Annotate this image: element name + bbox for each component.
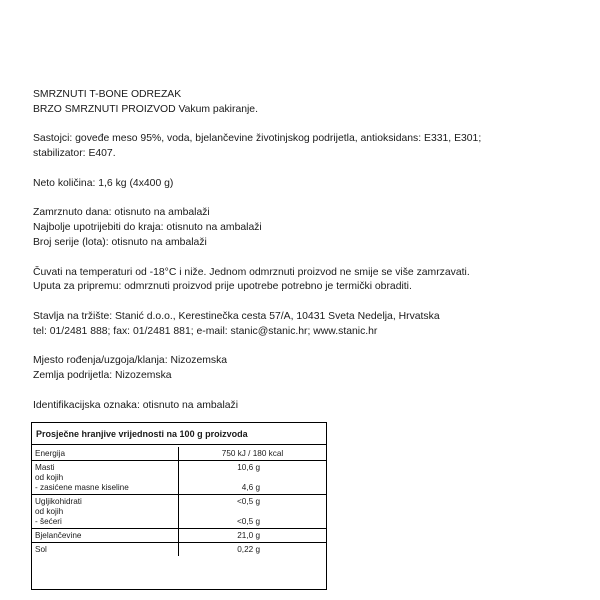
salt-value: 0,22 g (237, 545, 260, 554)
nutrition-row-fat (32, 461, 326, 495)
energy-value: 750 kJ / 180 kcal (221, 449, 284, 458)
nutrition-row-energy (32, 447, 326, 461)
distributor-address: Stavlja na tržište: Stanić d.o.o., Kerestinečka cesta 57/A, 10431 Sveta Nedelja, Hrvatska (33, 310, 440, 322)
fat-label: Masti (35, 463, 55, 472)
batch-number: Broj serije (lota): otisnuto na ambalaži (33, 236, 207, 248)
saturated-fat-value: 4,6 g (241, 483, 260, 492)
frozen-date: Zamrznuto dana: otisnuto na ambalaži (33, 207, 210, 219)
nutrition-row-carbs (32, 495, 326, 529)
protein-value: 21,0 g (237, 531, 260, 540)
sugars-value: <0,5 g (237, 517, 260, 526)
sugars-label: - šećeri (35, 517, 62, 526)
nutrition-row-salt (32, 543, 326, 556)
origin-country: Zemlja podrijetla: Nizozemska (33, 370, 172, 382)
saturated-fat-label: - zasićene masne kiseline (35, 483, 129, 492)
label-document (33, 88, 573, 414)
distributor-contact: tel: 01/2481 888; fax: 01/2481 881; e-mail: stanic@stanic.hr; www.stanic.hr (33, 325, 378, 337)
nutrition-table (31, 422, 327, 590)
ingredients-line-2: stabilizator: E407. (33, 148, 116, 160)
protein-label: Bjelančevine (32, 529, 179, 542)
salt-label: Sol (32, 543, 179, 556)
identification-mark: Identifikacijska oznaka: otisnuto na ambalaži (33, 399, 239, 411)
product-title: SMRZNUTI T-BONE ODREZAK (33, 89, 182, 100)
energy-label: Energija (32, 447, 179, 460)
ingredients-line-1: Sastojci: goveđe meso 95%, voda, bjelančevine životinjskog podrijetla, antioksidans: E331, E301; (33, 133, 482, 145)
fat-sub-of-which: od kojih (35, 473, 64, 482)
net-quantity: Neto količina: 1,6 kg (4x400 g) (33, 177, 174, 189)
carbs-value: <0,5 g (237, 497, 260, 506)
nutrition-title: Prosječne hranjive vrijednosti na 100 g proizvoda (32, 423, 326, 445)
product-subtitle: BRZO SMRZNUTI PROIZVOD Vakum pakiranje. (33, 103, 258, 115)
fat-value: 10,6 g (237, 463, 260, 472)
carbs-label: Ugljikohidrati (35, 497, 82, 506)
origin-birth: Mjesto rođenja/uzgoja/klanja: Nizozemska (33, 355, 228, 367)
carbs-sub-of-which: od kojih (35, 507, 64, 516)
preparation-instructions: Uputa za pripremu: odmrznuti proizvod prije upotrebe potrebno je termički obraditi. (33, 281, 412, 293)
storage-instructions: Čuvati na temperaturi od -18°C i niže. Jednom odmrznuti proizvod ne smije se više zamrzavati. (33, 266, 470, 278)
best-before: Najbolje upotrijebiti do kraja: otisnuto na ambalaži (33, 222, 262, 234)
nutrition-row-protein (32, 529, 326, 543)
